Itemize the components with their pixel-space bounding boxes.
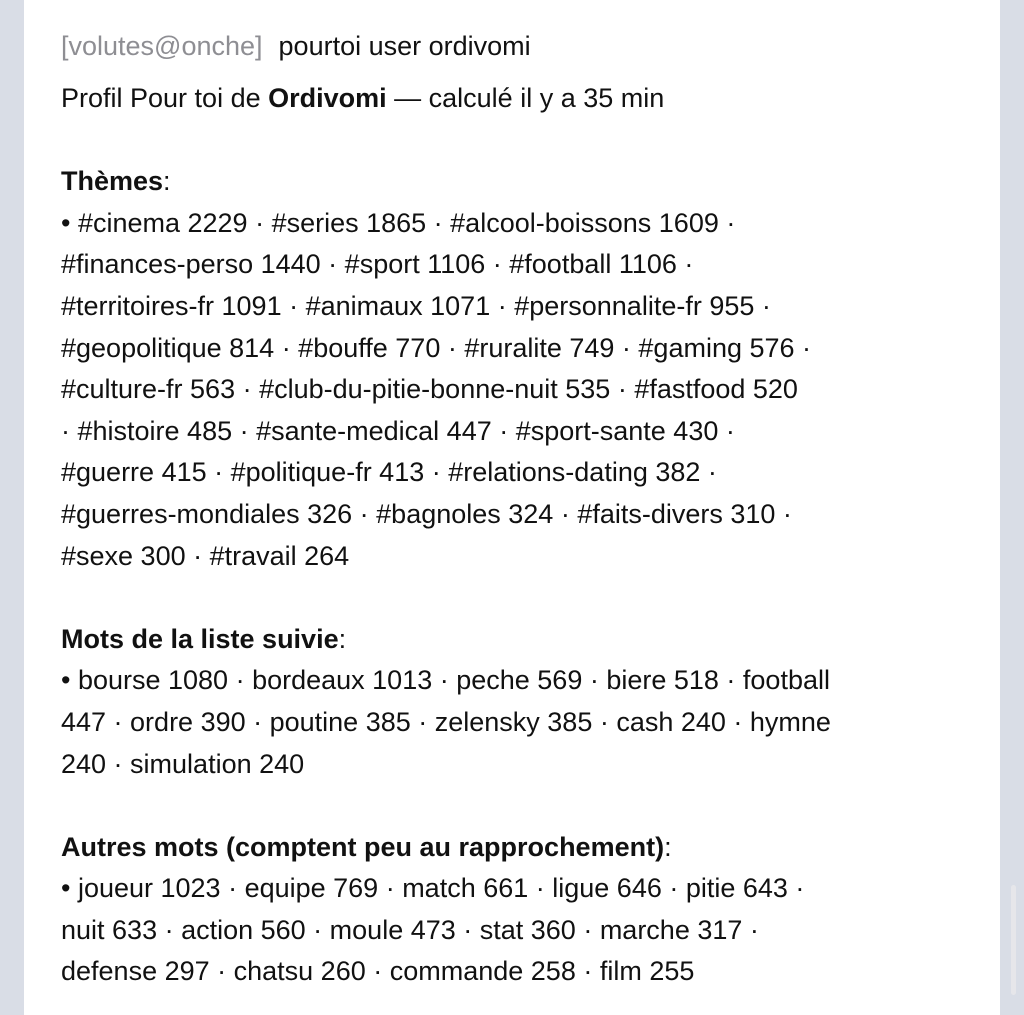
profile-suffix: — calculé il y a 35 min [386, 83, 665, 113]
profile-prefix: Profil Pour toi de [61, 83, 269, 113]
other-words-line: defense 297 · chatsu 260 · commande 258 · film 255 [61, 956, 695, 987]
other-words-line: nuit 633 · action 560 · moule 473 · stat 360 · marche 317 · [61, 914, 759, 945]
themes-line: #geopolitique 814 · #bouffe 770 · #ruralite 749 · #gaming 576 · [61, 332, 812, 363]
message-card [24, 0, 1000, 1015]
followed-words-title: Mots de la liste suivie [61, 623, 339, 654]
followed-words-line: 240 · simulation 240 [61, 748, 305, 779]
other-words-title: Autres mots (comptent peu au rapprochement) [61, 831, 665, 862]
themes-line: #finances-perso 1440 · #sport 1106 · #football 1106 · [61, 249, 694, 280]
themes-line: #sexe 300 · #travail 264 [61, 540, 350, 571]
command-text: pourtoi user ordivomi [278, 31, 531, 61]
other-words-line: • joueur 1023 · equipe 769 · match 661 · ligue 646 · pitie 643 · [61, 873, 805, 904]
message-header [61, 28, 531, 64]
other-words-colon: : [664, 831, 672, 862]
themes-line: #territoires-fr 1091 · #animaux 1071 · #personnalite-fr 955 · [61, 290, 771, 321]
themes-line: #guerre 415 · #politique-fr 413 · #relations-dating 382 · [61, 457, 717, 488]
message-body [61, 78, 961, 993]
followed-words-line: • bourse 1080 · bordeaux 1013 · peche 569 · biere 518 · football [61, 665, 830, 696]
followed-words-line: 447 · ordre 390 · poutine 385 · zelensky 385 · cash 240 · hymne [61, 706, 831, 737]
themes-line: #culture-fr 563 · #club-du-pitie-bonne-nuit 535 · #fastfood 520 [61, 374, 798, 405]
themes-heading [61, 161, 961, 203]
profile-line [61, 78, 961, 120]
themes-title: Thèmes [61, 166, 164, 197]
profile-username: Ordivomi [268, 83, 387, 113]
followed-words-colon: : [338, 623, 347, 654]
themes-line: • #cinema 2229 · #series 1865 · #alcool-boissons 1609 · [61, 207, 736, 238]
scrollbar[interactable] [1011, 885, 1016, 995]
other-words-heading [61, 827, 961, 869]
themes-colon: : [163, 166, 171, 197]
themes-line: #guerres-mondiales 326 · #bagnoles 324 · #faits-divers 310 · [61, 498, 792, 529]
followed-words-heading [61, 619, 961, 661]
themes-line: · #histoire 485 · #sante-medical 447 · #sport-sante 430 · [61, 415, 735, 446]
sender-handle: [volutes@onche] [61, 31, 263, 61]
